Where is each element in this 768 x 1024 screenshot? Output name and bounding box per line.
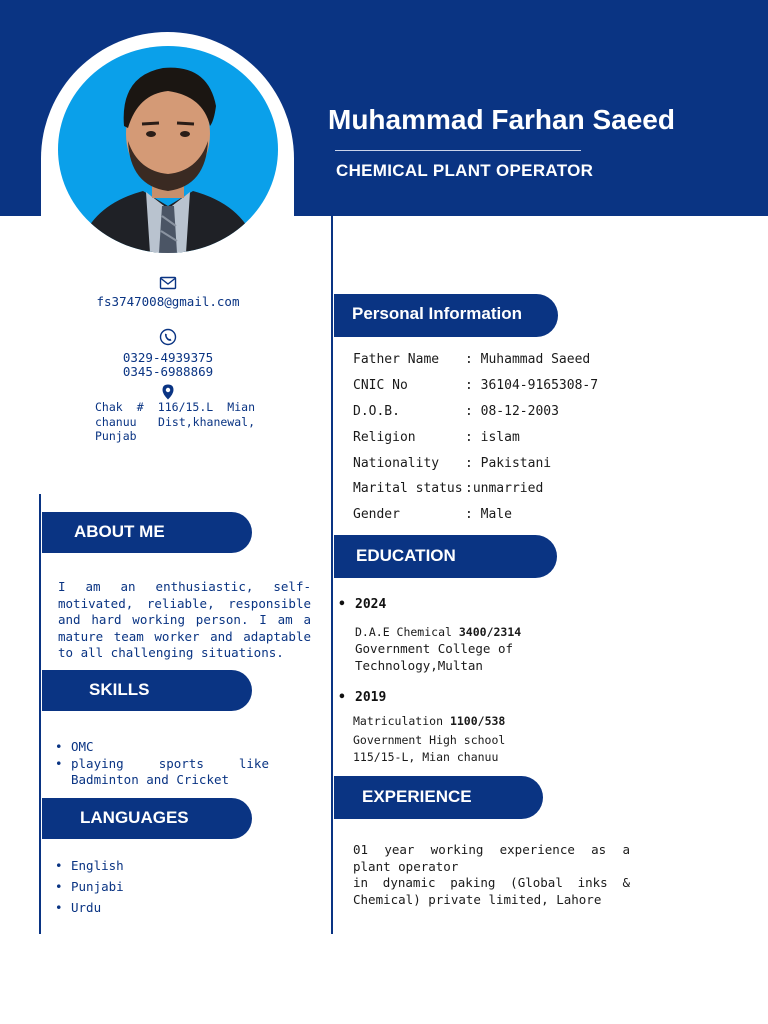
about-header xyxy=(42,512,252,553)
email-link[interactable]: fs3747008@gmail.com xyxy=(96,294,240,309)
skill-item: • playing sports like Badminton and Cricket xyxy=(55,756,269,789)
experience-line: plant operator xyxy=(353,858,459,874)
left-divider xyxy=(39,494,41,934)
languages-list xyxy=(55,855,124,918)
info-value: Pakistani xyxy=(480,456,552,471)
education-year: 2024 xyxy=(355,597,387,612)
education-degree: Matriculation xyxy=(353,714,444,728)
address-line-1: Chak # 116/15.L Mian xyxy=(95,400,255,414)
info-label: Father Name xyxy=(353,352,440,367)
education-marks: 1100/538 xyxy=(449,714,506,728)
info-value: unmarried xyxy=(472,481,544,496)
experience-line: 01 year working experience as a xyxy=(353,842,630,857)
personal-info-title: Personal Information xyxy=(352,304,523,323)
education-degree-line xyxy=(353,714,505,728)
info-value: islam xyxy=(480,430,520,445)
experience-text xyxy=(353,842,630,908)
experience-line: in dynamic paking (Global inks & xyxy=(353,875,630,890)
info-row-nationality: Nationality : Pakistani xyxy=(353,456,552,471)
phone-1: 0329-4939375 xyxy=(122,350,214,365)
info-row-marital: Marital status :unmarried xyxy=(353,481,544,496)
location-pin-icon xyxy=(159,383,177,401)
about-title: ABOUT ME xyxy=(74,522,165,541)
address xyxy=(95,400,255,444)
education-institution-2: Technology,Multan xyxy=(355,658,483,673)
phone-2: 0345-6988869 xyxy=(122,364,214,379)
phone-icon xyxy=(159,328,177,346)
language-item: • Punjabi xyxy=(55,876,124,897)
info-row-cnic: CNIC No : 36104-9165308-7 xyxy=(353,378,599,393)
languages-title: LANGUAGES xyxy=(80,808,189,827)
about-text: I am an enthusiastic, self-motivated, reliable, responsible and hard working person. I am a mature team worker and adaptable to all challenging situations. xyxy=(58,579,311,660)
name-divider xyxy=(335,150,581,151)
skills-list xyxy=(55,739,269,789)
education-title: EDUCATION xyxy=(356,546,456,565)
person-illustration xyxy=(58,46,278,253)
info-label: Nationality xyxy=(353,456,440,471)
info-value: Male xyxy=(480,507,512,522)
education-institution-1: Government High school xyxy=(353,733,506,747)
job-title: CHEMICAL PLANT OPERATOR xyxy=(336,161,594,180)
info-row-religion: Religion : islam xyxy=(353,430,520,445)
address-line-3: Punjab xyxy=(95,429,137,443)
info-value: 36104-9165308-7 xyxy=(480,378,599,393)
info-label: D.O.B. xyxy=(353,404,400,419)
info-value: 08-12-2003 xyxy=(480,404,559,419)
experience-header xyxy=(334,776,543,819)
profile-photo xyxy=(58,46,278,253)
info-value: Muhammad Saeed xyxy=(480,352,591,367)
info-row-gender: Gender : Male xyxy=(353,507,512,522)
education-institution-2: 115/15-L, Mian chanuu xyxy=(353,750,499,764)
info-row-dob: D.O.B. : 08-12-2003 xyxy=(353,404,559,419)
education-degree-line xyxy=(355,625,521,639)
center-divider xyxy=(331,216,333,934)
skills-header xyxy=(42,670,252,711)
info-label: Marital status xyxy=(353,481,463,496)
personal-info-header xyxy=(334,294,558,337)
education-bullet: • xyxy=(338,597,346,612)
skills-title: SKILLS xyxy=(89,680,150,699)
languages-header xyxy=(42,798,252,839)
info-label: Religion xyxy=(353,430,416,445)
language-item: • Urdu xyxy=(55,897,124,918)
education-year: 2019 xyxy=(355,690,387,705)
education-header xyxy=(334,535,557,578)
education-degree: D.A.E Chemical xyxy=(355,625,452,639)
language-item: • English xyxy=(55,855,124,876)
info-label: Gender xyxy=(353,507,400,522)
education-marks: 3400/2314 xyxy=(458,625,522,639)
info-label: CNIC No xyxy=(353,378,408,393)
education-institution-1: Government College of xyxy=(355,641,514,656)
envelope-icon xyxy=(159,274,177,292)
skill-item: • OMC xyxy=(55,739,269,756)
address-line-2: chanuu Dist,khanewal, xyxy=(95,414,255,429)
info-row-father: Father Name : Muhammad Saeed xyxy=(353,352,591,367)
candidate-name: Muhammad Farhan Saeed xyxy=(328,104,675,135)
experience-title: EXPERIENCE xyxy=(362,787,472,806)
experience-line: Chemical) private limited, Lahore xyxy=(353,891,602,907)
education-bullet: • xyxy=(338,690,346,705)
